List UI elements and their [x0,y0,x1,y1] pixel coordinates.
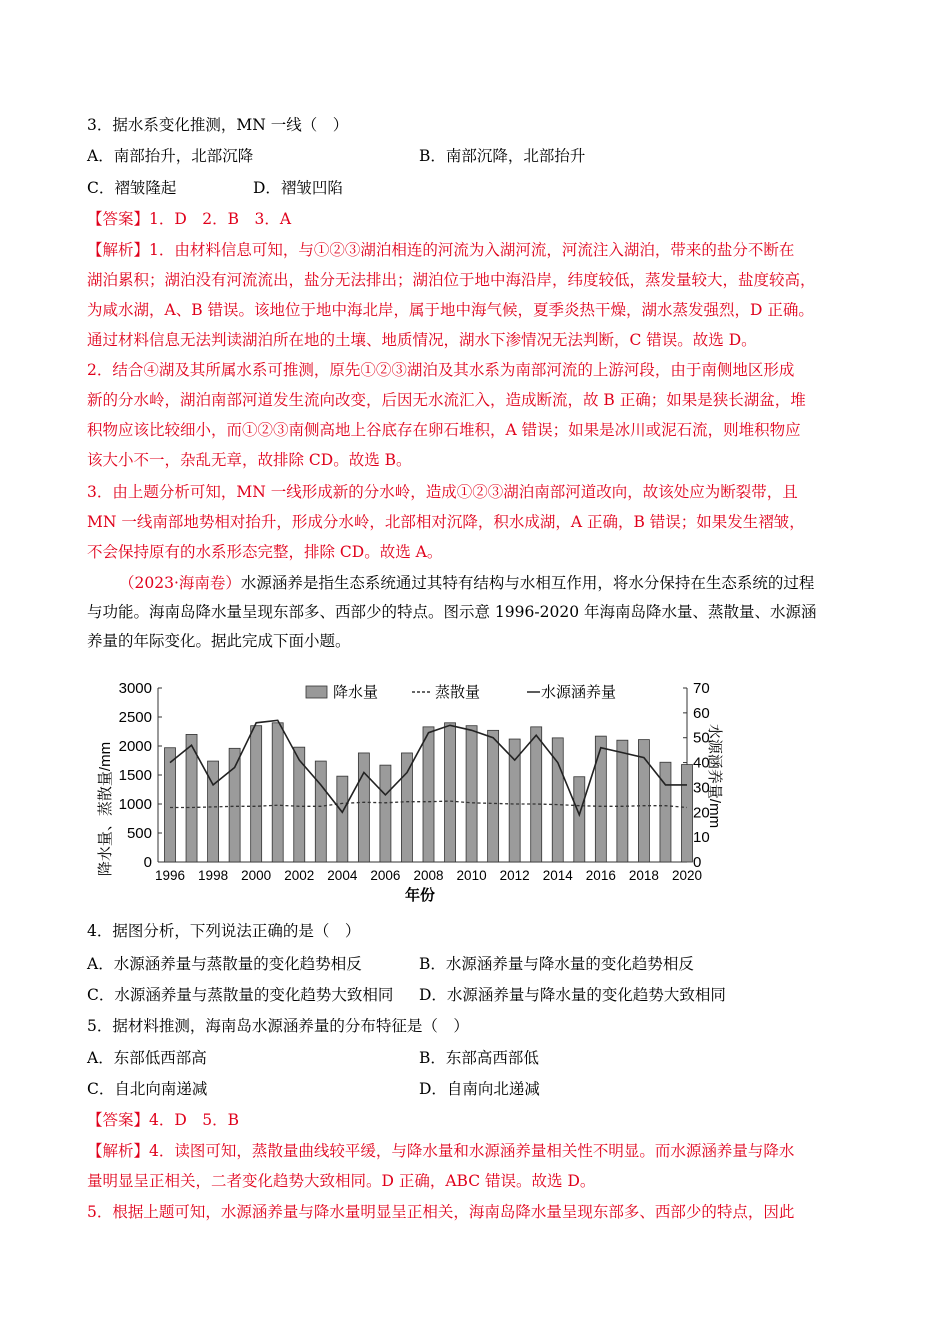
y-left-tick-label: 2000 [118,738,152,755]
x-tick-label: 2004 [327,868,358,883]
precipitation-bar [251,726,262,862]
q5-option-b: B．东部高西部低 [419,1049,539,1067]
analysis-text: 1．由材料信息可知，与①②③湖泊相连的河流为入湖河流，河流注入湖泊，带来的盐分不断在 [149,241,795,259]
precipitation-bar [165,748,176,862]
x-tick-label: 2008 [413,868,444,883]
x-tick-label: 2006 [370,868,401,883]
x-tick-label: 1998 [198,868,229,883]
x-tick-label: 2014 [542,868,573,883]
q3-option-a: A．南部抬升，北部沉降 [87,147,254,165]
y-right-tick-label: 10 [693,829,710,847]
answer-text: 1．D 2．B 3．A [149,210,292,228]
legend-precipitation: 降水量 [333,684,379,701]
precipitation-bar [488,730,499,862]
precipitation-bar [509,739,520,862]
q4-stem: 4．据图分析，下列说法正确的是（ ） [87,922,361,940]
analysis-line: 量明显呈正相关，二者变化趋势大致相同。D 正确，ABC 错误。故选 D。 [87,1172,596,1190]
precipitation-bar [401,753,412,862]
passage-source: （2023·海南卷） [119,574,241,592]
y-right-tick-label: 20 [693,804,710,822]
q5-option-d: D．自南向北递减 [419,1080,540,1098]
passage-line [119,572,814,594]
q3-option-d: D．褶皱凹陷 [253,179,343,197]
q4-option-a: A．水源涵养量与蒸散量的变化趋势相反 [87,955,362,973]
precipitation-bar [423,727,434,862]
analysis-tag: 【解析】 [87,1142,150,1160]
analysis-line: 3．由上题分析可知，MN 一线形成新的分水岭，造成①②③湖泊南部河道改向，故该处应为断裂带，且 [87,483,798,501]
x-tick-label: 2012 [499,868,530,883]
y-left-tick-label: 1000 [118,796,152,813]
x-tick-label: 2000 [241,868,272,883]
analysis-line: 积物应该比较细小，而①②③南侧高地上谷底存在卵石堆积，A 错误；如果是冰川或泥石流，则堆积物应 [87,421,801,439]
y-axis-right-label: 水源涵养量/mm [706,723,723,829]
analysis-line: 不会保持原有的水系形态完整，排除 CD。故选 A。 [87,543,443,561]
q5-stem: 5．据材料推测，海南岛水源涵养量的分布特征是（ ） [87,1017,469,1035]
precipitation-bar [358,753,369,862]
precipitation-bar [337,776,348,862]
precipitation-bar [574,777,585,862]
precipitation-bar [380,765,391,862]
y-right-tick-label: 30 [693,779,710,797]
precipitation-bar [315,761,326,862]
q4-option-d: D．水源涵养量与降水量的变化趋势大致相同 [419,986,726,1004]
x-tick-label: 2010 [456,868,487,883]
y-axis-left-label: 降水量、蒸散量/mm [97,741,114,877]
analysis-line: 为咸水湖，A、B 错误。该地位于地中海北岸，属于地中海气候，夏季炎热干燥，湖水蒸发强烈，D 正确。 [87,301,814,319]
q5-option-c: C．自北向南递减 [87,1080,208,1098]
x-tick-label: 2016 [585,868,616,883]
q3-option-c: C．褶皱隆起 [87,179,177,197]
y-left-tick-label: 3000 [118,680,152,697]
y-right-tick-label: 70 [693,680,710,697]
q4-option-c: C．水源涵养量与蒸散量的变化趋势大致相同 [87,986,394,1004]
analysis-tag: 【解析】 [87,241,150,259]
y-left-tick-label: 500 [126,825,152,842]
legend-water-conservation: 水源涵养量 [541,684,617,701]
chart-legend [306,683,616,701]
passage-line: 养量的年际变化。据此完成下面小题。 [87,632,351,650]
y-left-tick-label: 0 [143,854,152,871]
q3-stem: 3．据水系变化推测，MN 一线（ ） [87,116,349,134]
analysis-text: 4．读图可知，蒸散量曲线较平缓，与降水量和水源涵养量相关性不明显。而水源涵养量与降水 [149,1142,795,1160]
x-tick-label: 2020 [671,868,703,883]
analysis-line: 2．结合④湖及其所属水系可推测，原先①②③湖泊及其水系为南部河流的上游河段，由于南侧地区形成 [87,361,795,379]
x-tick-label: 1996 [154,868,186,883]
y-right-tick-label: 60 [693,704,710,722]
analysis-line: 新的分水岭，湖泊南部河道发生流向改变，后因无水流汇入，造成断流，故 B 正确；如果是狭长湖盆，堆 [87,391,806,409]
precipitation-bar [531,727,542,862]
precipitation-bar [466,726,477,862]
precipitation-bar [229,748,240,862]
analysis-line [87,239,794,261]
precipitation-bar [445,723,456,862]
precipitation-bars [165,723,693,862]
precipitation-bar [272,723,283,862]
precipitation-bar [595,736,606,862]
y-right-tick-label: 0 [693,854,702,871]
y-right-tick-label: 40 [693,754,710,772]
answer-tag: 【答案】 [87,1111,150,1129]
analysis-line: 湖泊累积；湖泊没有河流流出，盐分无法排出；湖泊位于地中海沿岸，纬度较低，蒸发量较大，盐度较高， [87,271,816,289]
precipitation-bar [617,740,628,862]
answer-block-2 [87,1109,239,1131]
analysis-line: 5．根据上题可知，水源涵养量与降水量明显呈正相关，海南岛降水量呈现东部多、西部少的特点，因此 [87,1203,795,1221]
analysis-line: 通过材料信息无法判读湖泊所在地的土壤、地质情况，湖水下渗情况无法判断，C 错误。故选 D。 [87,331,757,349]
answer-block-1 [87,208,291,230]
x-axis-label: 年份 [404,887,436,904]
answer-text: 4．D 5．B [149,1111,240,1129]
y-left-tick-label: 1500 [118,767,152,784]
analysis-line: 该大小不一，杂乱无章，故排除 CD。故选 B。 [87,451,412,469]
legend-swatch-precipitation [306,686,327,698]
legend-evapotranspiration: 蒸散量 [435,684,481,701]
q5-option-a: A．东部低西部高 [87,1049,207,1067]
x-tick-label: 2002 [284,868,315,883]
passage-text: 水源涵养是指生态系统通过其特有结构与水相互作用，将水分保持在生态系统的过程 [240,574,815,592]
answer-tag: 【答案】 [87,210,150,228]
analysis-line: MN 一线南部地势相对抬升，形成分水岭，北部相对沉降，积水成湖，A 正确，B 错误；如果发生褶皱， [87,513,805,531]
passage-line: 与功能。海南岛降水量呈现东部多、西部少的特点。图示意 1996-2020 年海南岛降水量、蒸散量、水源涵 [87,603,817,621]
chart [94,674,724,906]
precipitation-bar [682,765,693,862]
precipitation-bar [660,762,671,862]
y-right-tick-label: 50 [693,729,710,747]
y-left-tick-label: 2500 [118,709,152,726]
x-tick-label: 2018 [628,868,659,883]
q4-option-b: B．水源涵养量与降水量的变化趋势相反 [419,955,694,973]
analysis-line [87,1140,794,1162]
q3-option-b: B．南部沉降，北部抬升 [419,147,586,165]
